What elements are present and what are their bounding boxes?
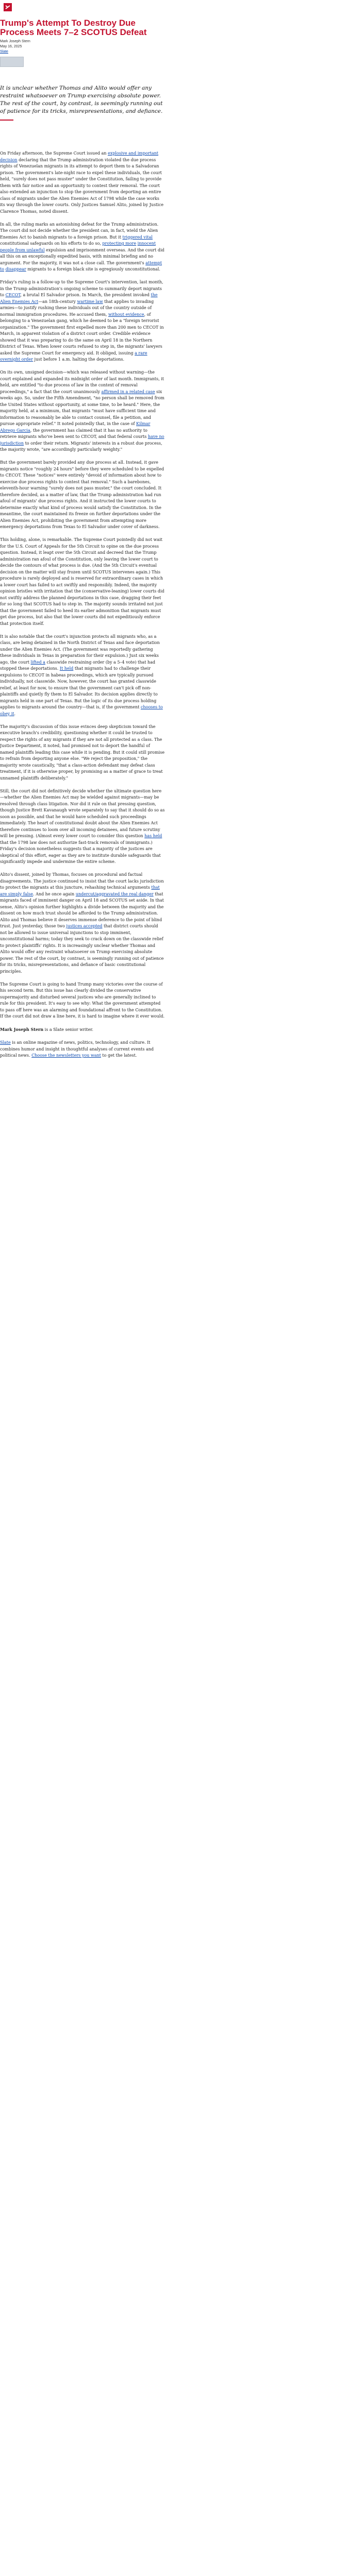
inline-link[interactable]: has held <box>144 834 162 838</box>
paragraph <box>0 150 165 215</box>
text-run: On Friday afternoon, the Supreme Court issued an <box>0 151 108 156</box>
inline-link[interactable]: Slate <box>0 1040 11 1045</box>
author-bio <box>0 1026 165 1033</box>
text-run: —an 18th-century <box>38 299 77 304</box>
article-body <box>0 150 165 1020</box>
inline-link[interactable]: chooses to obey it <box>0 705 163 716</box>
inline-link[interactable]: disappear <box>5 267 26 272</box>
paragraph <box>0 460 165 531</box>
text-run: Alito's dissent, joined by Thomas, focuses on procedural and factual disagreements. The justice continued to insist that the court lacks jurisdiction to protect the migrants at this juncture, rehashing technical arguments <box>0 872 164 890</box>
inline-link[interactable]: triggered vital <box>122 234 153 240</box>
inline-link[interactable]: CECOT <box>5 293 21 297</box>
text-run: . And he once again <box>33 891 76 896</box>
text-run: On its own, unsigned decision—which was released without warning—the court explained and expanded its midnight order of last month. Immigrants, it held, are entitled "to due process of law in the context of removal proceedings," a fact that the court unanimously <box>0 370 164 394</box>
inline-link[interactable]: It held <box>59 666 74 671</box>
paragraph <box>0 369 165 453</box>
author-name[interactable]: Mark Joseph Stern <box>0 40 30 43</box>
text-run: In all, the ruling marks an astonishing defeat for the Trump administration. The court did not decide whether the president can, in fact, wield the Alien Enemies Act to banish migrants to a foreign prison. But it <box>0 222 159 240</box>
inline-link[interactable]: the Alien Enemies Act <box>0 293 158 304</box>
text-run: that district courts should not be allowed to issue universal injunctions to stop imminent, unconstitutional harms; today they seek to crack down on the classwide relief to protect plaintiffs' rights. It is increasingly unclear whether Thomas and Alito would offer any restraint whatsoever on Trump exercising absolute power. The rest of the court, by contrast, is seemingly running out of patience for its tricks, misrepresentations, and defiance of basic constitutional principles. <box>0 924 164 974</box>
inline-link[interactable]: a rare overnight order <box>0 350 147 362</box>
inline-link[interactable]: affirmed in a related case <box>101 389 155 394</box>
inline-link[interactable]: innocent people from unlawful <box>0 241 156 252</box>
text-run: that migrants faced of imminent danger on April 18 and SCOTUS set aside. In that sense, Alito's opinion further highlights a divide between the majority and the dissent on how much trust should be afforded to the Trump administration. Alito and Thomas believe it deserves immense deference to the point of blind trust. Just yesterday, those two <box>0 891 164 928</box>
paragraph <box>0 279 165 363</box>
text-run: that the 1798 law does not authorize fast-track removals of immigrants.) Friday's decision nonetheless suggests that a majority of the justices are skeptical of this effort, eager as they are to institute durable safeguards that significantly impede and undermine the entire scheme. <box>0 840 161 864</box>
text-run: , of belonging to a Venezuelan gang, which he deemed to be a "foreign terrorist organization." The government first expelled more than 200 men to CECOT in March, in apparent violation of a district court order. Credible evidence showed that it was preparing to do the same on April 18 in the Northern District of Texas. When lower courts refused to step in, the migrants' lawyers asked the Supreme Court for emergency aid. It obliged, issuing <box>0 312 164 355</box>
byline <box>0 39 165 55</box>
slate-logo-icon[interactable] <box>4 3 12 11</box>
inline-link[interactable]: justices accepted <box>66 924 103 928</box>
inline-link[interactable]: that are simply false <box>0 885 160 896</box>
text-run: This holding, alone, is remarkable. The Supreme Court pointedly did not wait for the U.S. Court of Appeals for the 5th Circuit to opine on the due process question. Instead, it leapt over the 5th Circuit and decreed that the Trump administration ran afoul of the Constitution, only leaving the lower court to decide the contours of what process is due. (And the 5th Circuit's eventual decision on the matter will stay frozen until SCOTUS intervenes again.) This procedure is rarely deployed and is reserved for extraordinary cases in which a lower court has failed to act swiftly and responsibly. Indeed, the majority opinion bristles with irritation that the (conservative-leaning) lower courts did not swiftly address the planned deportations in this case, dragging their feet for so long that SCOTUS had to step in. The majority sounds irritated not just that the government failed to heed its earlier admonition that migrants must get due process, but also that the lower courts did not expeditiously enforce that protection itself. <box>0 537 165 626</box>
bold-text[interactable]: Mark Joseph Stern <box>0 1027 44 1032</box>
text-run: expulsion and imprisonment overseas. And the court did all this on an exceptionally expedited basis, with minimal briefing and no argument. For the majority, it was not a close call. The government's <box>0 247 165 265</box>
text-run: six weeks ago. So, under the Fifth Amendment, "no person shall be removed from the United States without opportunity, at some time, to be heard." Here, the majority held, at a minimum, that migrants "must have sufficient time and information to reasonably be able to contact counsel, file a petition, and pursue appropriate relief." It noted pointedly that, in the case of <box>0 389 165 426</box>
text-run: declaring that the Trump administration violated the due process rights of Venezuelan migrants in its attempt to deport them to a Salvadoran prison. The government's late-night race to expel these individuals, the court held, "surely does not pass muster" under the Constitution, failing to provide them with fair notice and an opportunity to contest their removal. The court also extended an injunction to stop the government from deporting an entire class of migrants under the Alien Enemies Act of 1798 while the case works its way through the lower courts. Only Justices Samuel Alito, joined by Justice Clarence Thomas, noted dissent. <box>0 157 164 214</box>
text-run: , a brutal El Salvador prison. In March, the president invoked <box>20 293 151 297</box>
inline-link[interactable]: Kilmar Abrego Garcia <box>0 421 151 433</box>
share-link[interactable]: Slate <box>0 50 8 54</box>
inline-link[interactable]: have no jurisdiction <box>0 434 165 446</box>
publish-date: May 16, 2025 <box>0 45 22 48</box>
paragraph <box>0 788 165 866</box>
text-run: that migrants had to challenge their expulsions to CECOT in habeas proceedings, which are typically pursued individually, not classwide. Now, however, the court has granted classwide relief, at least for now, to ensure that the government can't pick off non-plaintiffs and quietly fly them to El Salvador. Its decision applies directly to migrants held in one part of Texas. But the logic of its due process holding applies to migrants around the country—that is, if the government <box>0 666 158 709</box>
text-run: is an online magazine of news, politics, technology, and culture. It combines humor and insight in thoughtful analyses of current events and political news. <box>0 1040 154 1058</box>
text-run: to get the latest. <box>101 1053 137 1058</box>
headline: Trump's Attempt To Destroy Due Process Meets 7–2 SCOTUS Defeat <box>0 18 147 37</box>
paragraph <box>0 634 165 718</box>
text-run: But the government barely provided any due process at all. Instead, it gave migrants notice "roughly 24 hours" before they were scheduled to be expelled to CECOT. These "notices" were entirely "devoid of information about how to exercise due process rights to contest that removal." Such a barebones, eleventh-hour warning "surely does not pass muster," the court concluded. It therefore decided, as a matter of law, that the Trump administration had run afoul of migrants' due process rights. And it instructed the lower courts to determine exactly what kind of process would satisfy the Constitution. In the meantime, the court maintained its freeze on further deportations under the Alien Enemies Act, prohibiting the government from attempting more emergency deportations from Texas to El Salvador under cover of darkness. <box>0 460 165 529</box>
inline-link[interactable]: without evidence <box>108 312 144 317</box>
inline-link[interactable]: wartime law <box>77 299 103 304</box>
text-run: It is also notable that the court's injunction protects all migrants who, as a class, are being detained in the North District of Texas and face deportation under the Alien Enemies Act. (The government was reportedly gathering these individuals in Texas in preparation for their expulsion.) Just six weeks ago, the court <box>0 634 160 665</box>
text-run: , the government has claimed that it has no authority to retrieve migrants who've been sent to CECOT, and that federal courts <box>0 428 148 439</box>
inline-link[interactable]: Choose the newsletters you want <box>31 1053 101 1058</box>
paragraph <box>0 537 165 627</box>
paragraph <box>0 724 165 782</box>
inline-link[interactable]: undercut/aggravated the real danger <box>75 891 154 896</box>
text-run: The Supreme Court is going to hand Trump many victories over the course of his second term. But this issue has clearly divided the conservative supermajority and disturbed several justices who are generally inclined to rule for this president. It's easy to see why: What the government attempted to pass off here was an alarming and foundational affront to the Constitution. If the court did not draw a line here, it is hard to imagine where it ever would. <box>0 981 165 1019</box>
text-run: that applies to invading armies—to justify rushing these individuals out of the country outside of normal immigration procedures. He accused them, <box>0 299 154 317</box>
text-run: migrants to a foreign black site is egregiously unconstitutional. <box>26 267 160 272</box>
text-run: to order their return. Migrants' interests in a robust due process, the majority wrote, "are accordingly particularly weighty." <box>0 440 162 452</box>
article <box>0 19 165 1065</box>
paragraph <box>0 872 165 975</box>
paragraph <box>0 981 165 1020</box>
text-run: just before 1 a.m. halting the deportations. <box>32 357 125 362</box>
inline-link[interactable]: lifted a <box>30 659 45 665</box>
pull-quote: It is unclear whether Thomas and Alito would offer any restraint whatsoever on Trump exercising absolute power. The rest of the court, by contrast, is seemingly running out of patience for its tricks, misrepresentations, and defiance. <box>0 85 163 114</box>
paragraph <box>0 222 165 273</box>
inline-link[interactable]: protecting more <box>102 241 137 246</box>
inline-link[interactable]: explosive and important decision <box>0 151 158 162</box>
top-bar <box>0 0 361 18</box>
text-run: classwide restraining order (by a 5–4 vote) that had stopped these deportations. <box>0 659 155 671</box>
text-run: Friday's ruling is a follow-up to the Supreme Court's intervention, last month, in the Trump administration's ongoing scheme to summarily deport migrants to <box>0 280 163 297</box>
text-run: Still, the court did not definitively decide whether the ultimate question here—whether the Alien Enemies Act may be wielded against migrants—may be resolved through class litigation. Nor did it rule on that pressing question, though Justice Brett Kavanaugh wrote separately to say that it should do so as soon as possible, and that he would have scheduled such proceedings immediately. The heart of constitutional doubt about the Alien Enemies Act therefore continues to loom over all incoming detainees, and future scrutiny will be pressing. (Almost every lower court to consider this question <box>0 788 165 838</box>
text-run: constitutional safeguards on his efforts to do so, <box>0 241 103 246</box>
inline-link[interactable]: attempt to <box>0 260 162 272</box>
text-run: The majority's discussion of this issue evinces deep skepticism toward the executive branch's credibility, questioning whether it could be trusted to respect the rights of any migrants if they are not all protected as a class. The Justice Department, it noted, had promised not to deport the handful of named plaintiffs leading this case while it is pending. But it could still promise to refrain from deporting anyone else. "We reject the proposition," the majority wrote caustically, "that a class-action defendant may defeat class treatment, if it is otherwise proper, by promising as a matter of grace to treat unnamed plaintiffs deliberately." <box>0 724 165 781</box>
text-run: . <box>14 711 16 716</box>
about-slate <box>0 1040 165 1059</box>
author-thumbnail <box>0 57 24 67</box>
text-run: is a Slate senior writer. <box>43 1027 93 1032</box>
